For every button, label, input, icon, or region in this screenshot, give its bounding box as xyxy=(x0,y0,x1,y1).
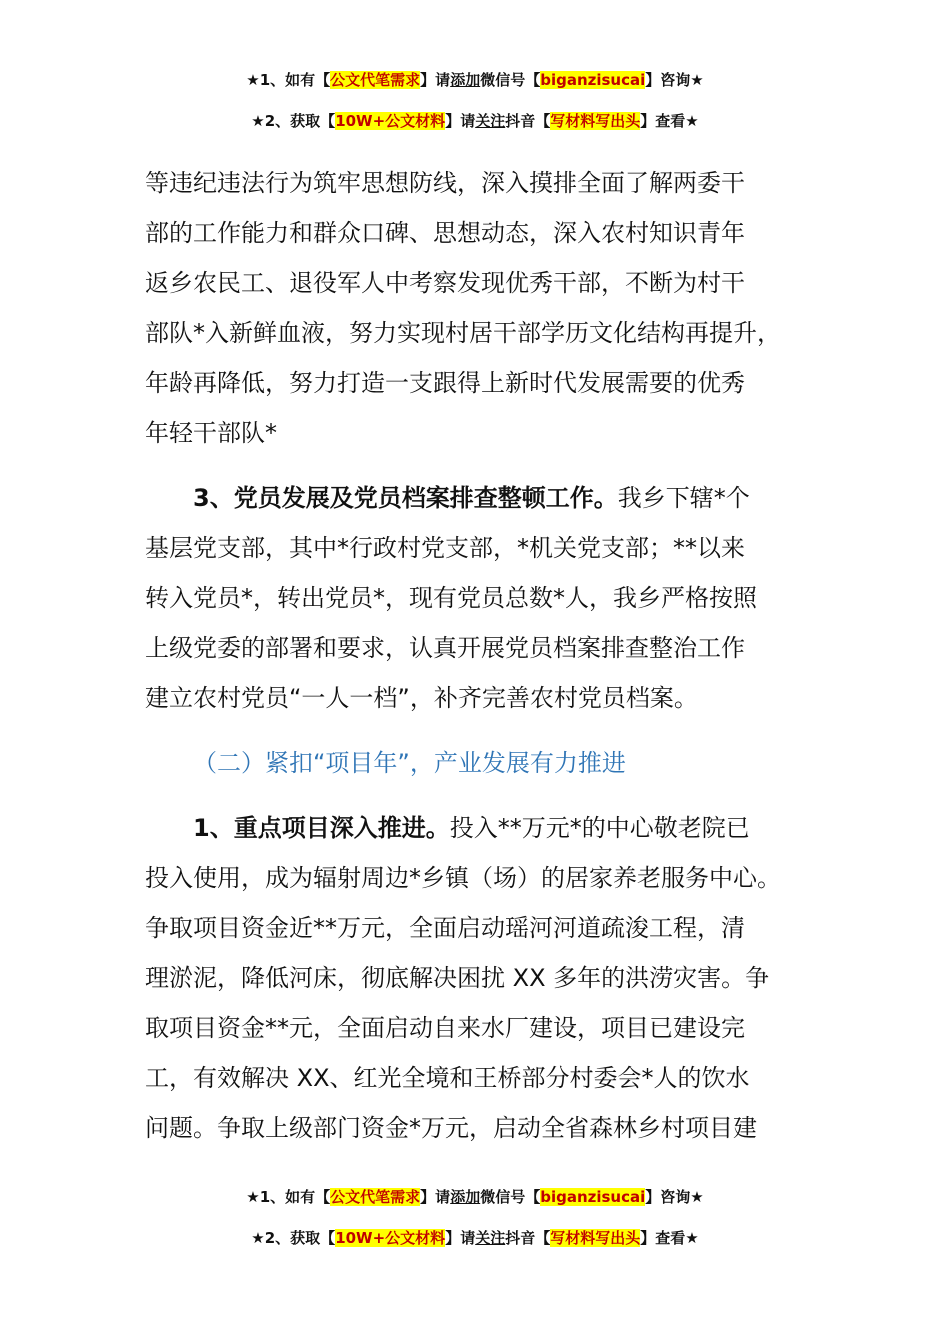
section-lead: 1、重点项目深入推进。 xyxy=(193,814,450,842)
banner-text: 抖音【 xyxy=(505,1229,551,1247)
banner-text: 】请 xyxy=(420,1188,451,1206)
banner-text: ★2、获取【 xyxy=(251,112,336,130)
banner-text: 】请 xyxy=(420,71,451,89)
banner-underline: 添加 xyxy=(450,1188,481,1206)
banner-highlight: biganzisucai xyxy=(540,71,646,89)
banner-text: 微信号【 xyxy=(480,1188,541,1206)
text-line: 部的工作能力和群众口碑、思想动态，深入农村知识青年 xyxy=(145,219,745,247)
paragraph-3 xyxy=(145,803,835,1153)
banner-highlight: biganzisucai xyxy=(540,1188,646,1206)
banner-text: 】请 xyxy=(445,1229,476,1247)
text-line: 争取项目资金近**万元，全面启动瑶河河道疏浚工程，清 xyxy=(145,914,745,942)
banner-text: 】请 xyxy=(445,112,476,130)
text-line: 投入使用，成为辐射周边*乡镇（场）的居家养老服务中心。 xyxy=(145,864,781,892)
text-line: 基层党支部，其中*行政村党支部，*机关党支部；**以来 xyxy=(145,534,745,562)
text-line: 上级党委的部署和要求，认真开展党员档案排查整治工作 xyxy=(145,634,745,662)
paragraph-1 xyxy=(145,158,835,458)
banner-text: 】咨询★ xyxy=(645,71,704,89)
header-banner-2 xyxy=(0,111,950,131)
text-line: 等违纪违法行为筑牢思想防线，深入摸排全面了解两委干 xyxy=(145,169,745,197)
banner-underline: 添加 xyxy=(450,71,481,89)
text-line: 取项目资金**元，全面启动自来水厂建设，项目已建设完 xyxy=(145,1014,745,1042)
paragraph-2 xyxy=(145,473,835,723)
banner-highlight: 10W+公文材料 xyxy=(335,1229,446,1247)
text-line: 建立农村党员“一人一档”，补齐完善农村党员档案。 xyxy=(145,684,698,712)
banner-text: ★2、获取【 xyxy=(251,1229,336,1247)
text-line xyxy=(145,473,835,523)
banner-text: 微信号【 xyxy=(480,71,541,89)
banner-highlight: 公文代笔需求 xyxy=(330,71,421,89)
banner-text: 】查看★ xyxy=(640,112,699,130)
banner-highlight: 10W+公文材料 xyxy=(335,112,446,130)
header-banner-1 xyxy=(0,70,950,90)
text-run: 我乡下辖*个 xyxy=(617,484,750,512)
footer-banner-1 xyxy=(0,1187,950,1207)
document-body xyxy=(145,158,835,1153)
banner-highlight: 公文代笔需求 xyxy=(330,1188,421,1206)
banner-underline: 关注 xyxy=(475,112,506,130)
text-line: 理淤泥，降低河床，彻底解决困扰 XX 多年的洪涝灾害。争 xyxy=(145,964,770,992)
text-line: 部队*入新鲜血液，努力实现村居干部学历文化结构再提升， xyxy=(145,319,781,347)
section-lead: 3、党员发展及党员档案排查整顿工作。 xyxy=(193,484,618,512)
banner-text: 】查看★ xyxy=(640,1229,699,1247)
footer-banner-2 xyxy=(0,1228,950,1248)
text-line: 年轻干部队* xyxy=(145,419,277,447)
text-line: 年龄再降低，努力打造一支跟得上新时代发展需要的优秀 xyxy=(145,369,745,397)
banner-text: 】咨询★ xyxy=(645,1188,704,1206)
banner-underline: 关注 xyxy=(475,1229,506,1247)
text-line xyxy=(145,803,835,853)
text-run: 投入**万元*的中心敬老院已 xyxy=(449,814,750,842)
banner-highlight: 写材料写出头 xyxy=(550,112,641,130)
text-line: 问题。争取上级部门资金*万元，启动全省森林乡村项目建 xyxy=(145,1114,757,1142)
banner-text: ★1、如有【 xyxy=(246,1188,331,1206)
section-heading: （二）紧扣“项目年”，产业发展有力推进 xyxy=(193,749,626,777)
banner-highlight: 写材料写出头 xyxy=(550,1229,641,1247)
text-line: 工，有效解决 XX、红光全境和王桥部分村委会*人的饮水 xyxy=(145,1064,750,1092)
banner-text: 抖音【 xyxy=(505,112,551,130)
text-line: 返乡农民工、退役军人中考察发现优秀干部，不断为村干 xyxy=(145,269,745,297)
banner-text: ★1、如有【 xyxy=(246,71,331,89)
text-line: 转入党员*，转出党员*，现有党员总数*人，我乡严格按照 xyxy=(145,584,757,612)
